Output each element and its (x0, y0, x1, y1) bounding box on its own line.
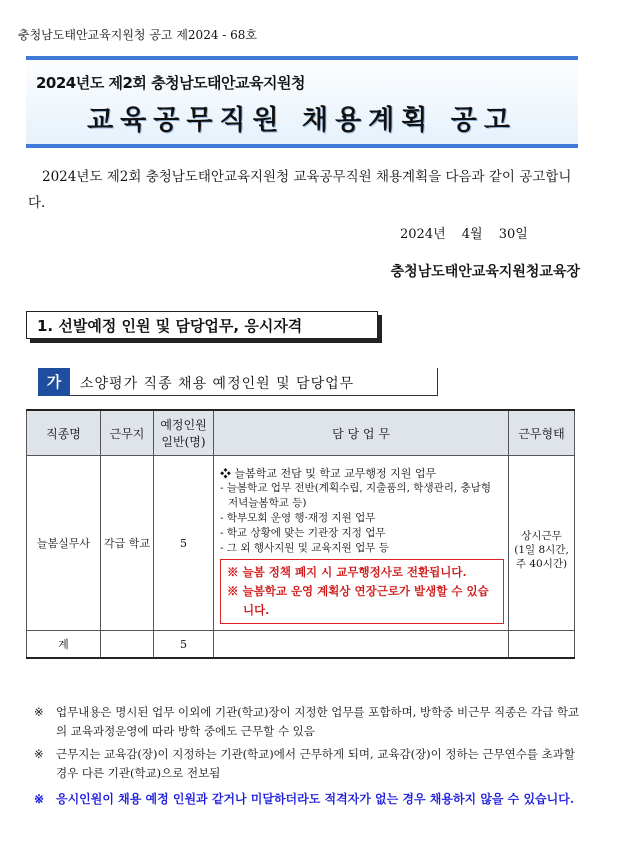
header-count-line2: 일반(명) (161, 435, 206, 449)
duty-item: - 그 외 행사지원 및 교육지원 업무 등 (220, 542, 389, 554)
table-total-row (27, 631, 575, 659)
header-work-type: 근무형태 (509, 410, 575, 456)
total-label: 계 (27, 631, 101, 659)
title-banner (26, 56, 578, 148)
subsection-end-rule (437, 368, 438, 396)
cell-duties (214, 456, 509, 631)
banner-title: 교육공무직원 채용계획 공고 (87, 105, 517, 136)
announcement-date: 2024년 4월 30일 (400, 227, 528, 242)
header-count-line1: 예정인원 (160, 418, 207, 432)
header-job: 직종명 (27, 410, 101, 456)
duty-notice: ※ 늘봄학교 운영 계획상 연장근로가 발생할 수 있습니다. (227, 584, 489, 617)
total-count: 5 (154, 631, 214, 659)
note-text: 업무내용은 명시된 업무 이외에 기관(학교)장이 지정한 업무를 포함하며, 방학중 비근무 직종은 각급 학교의 교육과정운영에 따라 방학 중에도 근무할 수 있음 (56, 705, 580, 738)
note-mark: ※ (34, 747, 44, 761)
issuer-name: 충청남도태안교육지원청교육장 (390, 264, 580, 280)
total-empty (509, 631, 575, 659)
note-2 (34, 745, 582, 783)
note-text: 근무지는 교육감(장)이 지정하는 기관(학교)에서 근무하게 되며, 교육감(장)이 정하는 근무연수를 초과할 경우 다른 기관(학교)으로 전보됨 (56, 747, 575, 780)
intro-paragraph: 2024년도 제2회 충청남도태안교육지원청 교육공무직원 채용계획을 다음과 같이 공고합니다. (28, 169, 572, 211)
subsection-heading (38, 368, 438, 396)
section-1-heading (26, 311, 378, 339)
announcement-number: 충청남도태안교육지원청 공고 제2024 - 68호 (18, 28, 258, 42)
table-header-row (27, 410, 575, 456)
cell-work-type (509, 456, 575, 631)
duty-item: - 학교 상황에 맞는 기관장 지정 업무 (220, 527, 386, 539)
total-empty (214, 631, 509, 659)
work-type-text: 상시근무 (1일 8시간, 주 40시간) (514, 530, 569, 570)
banner-subtitle: 2024년도 제2회 충청남도태안교육지원청 (36, 74, 305, 92)
note-mark: ※ (34, 792, 45, 806)
header-count (154, 410, 214, 456)
duty-notice-box (220, 559, 504, 624)
duty-notice: ※ 늘봄 정책 폐지 시 교무행정사로 전환됩니다. (227, 565, 467, 579)
note-text: 응시인원이 채용 예정 인원과 같거나 미달하더라도 적격자가 없는 경우 채용하지 않을 수 있습니다. (56, 792, 574, 806)
subsection-underline (70, 395, 438, 396)
total-empty (101, 631, 154, 659)
note-mark: ※ (34, 705, 44, 719)
header-location: 근무지 (101, 410, 154, 456)
duty-lead: ❖ 늘봄학교 전담 및 학교 교무행정 지원 업무 (220, 467, 437, 480)
recruitment-table (26, 409, 575, 659)
cell-count: 5 (154, 456, 214, 631)
note-3 (34, 790, 582, 809)
duty-item: - 학부모회 운영 행·재정 지원 업무 (220, 512, 376, 524)
cell-job: 늘봄실무사 (27, 456, 101, 631)
note-1 (34, 703, 582, 741)
section-1-title: 1. 선발예정 인원 및 담당업무, 응시자격 (37, 317, 303, 335)
table-row (27, 456, 575, 631)
subsection-label: 소양평가 직종 채용 예정인원 및 담당업무 (80, 376, 355, 392)
cell-location: 각급 학교 (101, 456, 154, 631)
subsection-badge: 가 (38, 368, 70, 396)
duty-item: - 늘봄학교 업무 전반(계획수립, 지출품의, 학생관리, 충남형 저녁늘봄학교 등) (220, 482, 491, 509)
header-duties: 담 당 업 무 (214, 410, 509, 456)
